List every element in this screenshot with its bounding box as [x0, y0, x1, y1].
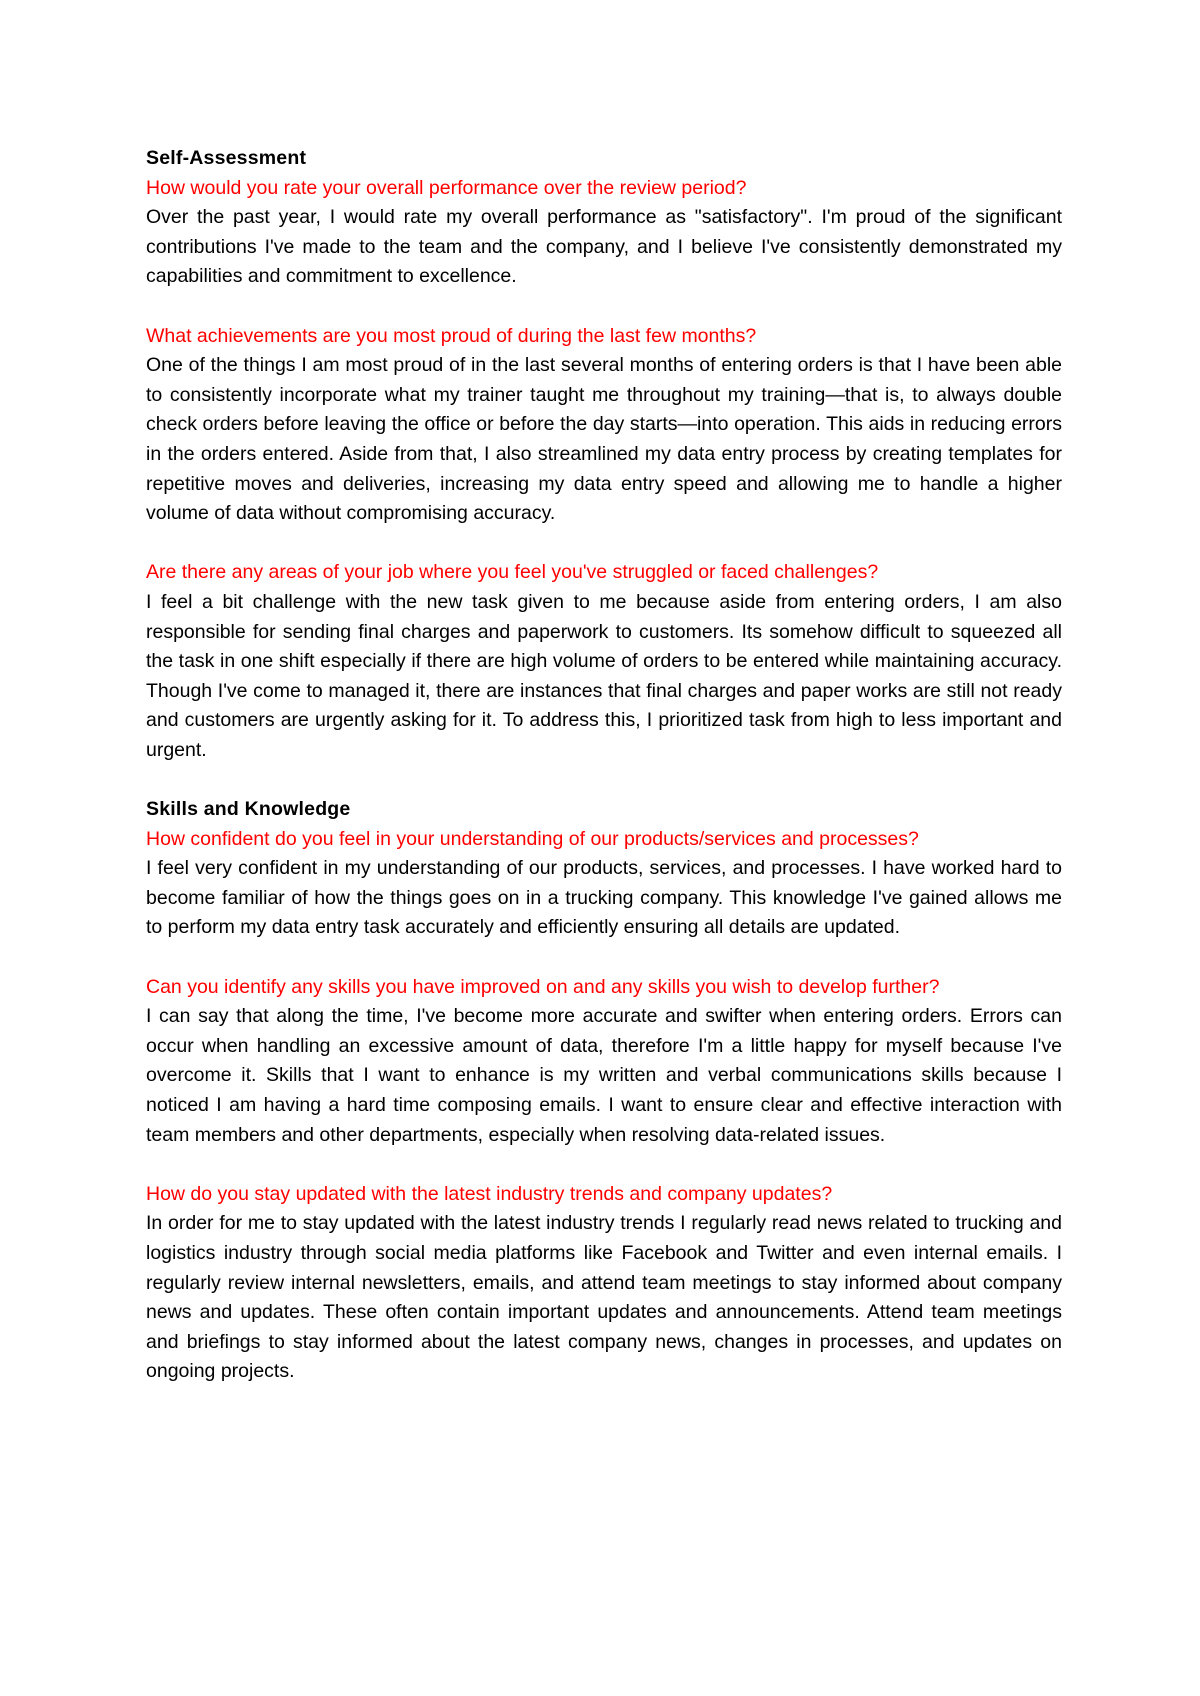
qa-item — [146, 558, 1062, 765]
qa-item — [146, 322, 1062, 529]
qa-item — [146, 174, 1062, 292]
answer-text: I feel very confident in my understanding of our products, services, and processes. I have worked hard to become familiar of how the things goes on in a trucking company. This knowledge I've gained allows me to perform my data entry task accurately and efficiently ensuring all details are updated. — [146, 857, 1062, 939]
section-heading: Self-Assessment — [146, 147, 307, 169]
question-text: How do you stay updated with the latest industry trends and company updates? — [146, 1182, 833, 1205]
question-text: How would you rate your overall performance over the review period? — [146, 176, 747, 199]
qa-item — [146, 1180, 1062, 1387]
answer-text: In order for me to stay updated with the latest industry trends I regularly read news related to trucking and logistics industry through social media platforms like Facebook and Twitter and even internal emails. I regularly review internal newsletters, emails, and attend team meetings to stay informed about company news and updates. These often contain important updates and announcements. Attend team meetings and briefings to stay informed about the latest company news, changes in processes, and updates on ongoing projects. — [146, 1212, 1062, 1383]
question-text: Can you identify any skills you have improved on and any skills you wish to develop further? — [146, 975, 940, 998]
answer-text: Over the past year, I would rate my overall performance as "satisfactory". I'm proud of the significant contributions I've made to the team and the company, and I believe I've consistently demonstrated my capabilities and commitment to excellence. — [146, 206, 1062, 288]
qa-item — [146, 825, 1062, 943]
question-text: Are there any areas of your job where you feel you've struggled or faced challenges? — [146, 561, 879, 584]
answer-text: One of the things I am most proud of in the last several months of entering orders is that I have been able to consistently incorporate what my trainer taught me throughout my training—that is, to always double check orders before leaving the office or before the day starts—into operation. This aids in reducing errors in the orders entered. Aside from that, I also streamlined my data entry process by creating templates for repetitive moves and deliveries, increasing my data entry speed and allowing me to handle a higher volume of data without compromising accuracy. — [146, 354, 1062, 525]
answer-text: I feel a bit challenge with the new task given to me because aside from entering orders, I am also responsible for sending final charges and paperwork to customers. Its somehow difficult to squeezed all the task in one shift especially if there are high volume of orders to be entered while maintaining accuracy. Though I've come to managed it, there are instances that final charges and paper works are still not ready and customers are urgently asking for it. To address this, I prioritized task from high to less important and urgent. — [146, 590, 1062, 761]
answer-text: I can say that along the time, I've become more accurate and swifter when entering orders. Errors can occur when handling an excessive amount of data, therefore I'm a little happy for myself because I've overcome it. Skills that I want to enhance is my written and verbal communications skills because I noticed I am having a hard time composing emails. I want to ensure clear and effective interaction with team members and other departments, especially when resolving data-related issues. — [146, 1005, 1062, 1146]
section-self-assessment — [146, 144, 1062, 765]
section-heading: Skills and Knowledge — [146, 798, 351, 821]
question-text: What achievements are you most proud of during the last few months? — [146, 324, 757, 347]
qa-item — [146, 973, 1062, 1151]
document-body — [146, 144, 1062, 1417]
section-skills-and-knowledge — [146, 795, 1062, 1387]
question-text: How confident do you feel in your understanding of our products/services and processes? — [146, 827, 919, 850]
